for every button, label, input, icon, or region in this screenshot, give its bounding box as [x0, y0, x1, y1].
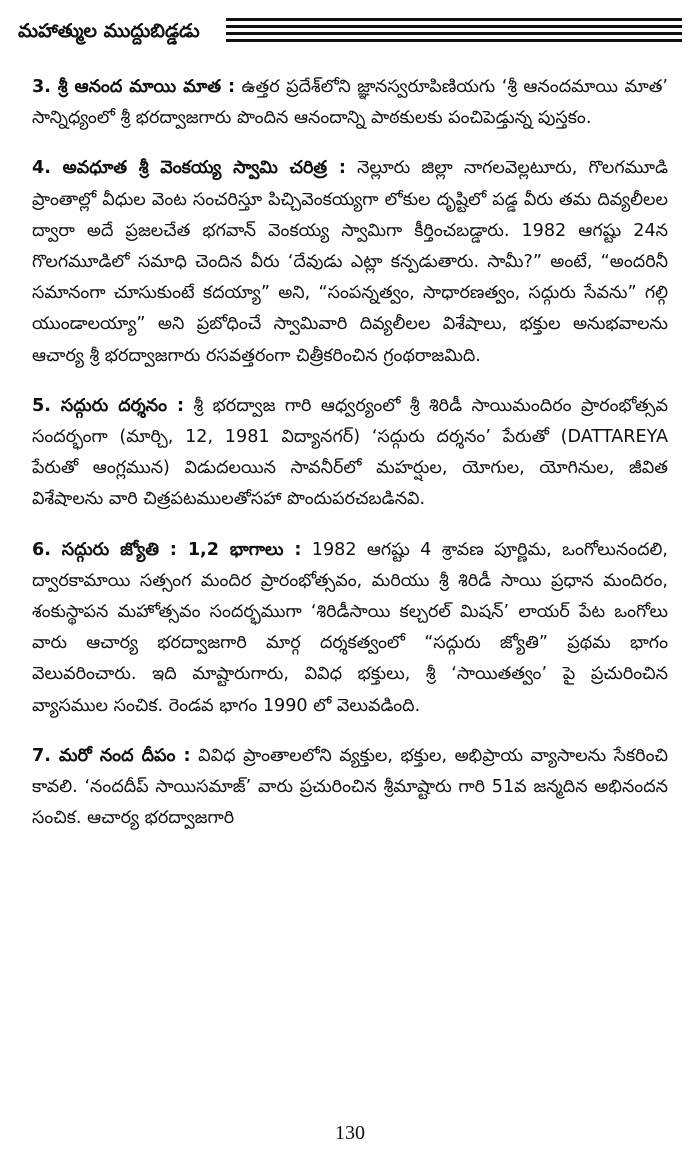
entry-text: శ్రీ భరద్వాజ గారి ఆధ్వర్యంలో శ్రీ శిరిడీ సాయిమందిరం ప్రారంభోత్సవ సందర్భంగా (మార్చి, 12, 1981 విద్యానగర్) ‘సద్గురు దర్శనం’ పేరుతో (DATTAREYA పేరుతో ఆంగ్లమున) విడుదలయిన సావనీర్‌లో మహర్షుల, యోగుల, యోగినుల, జీవిత విశేషాలను వారి చిత్రపటములతోసహా పొందుపరచబడినవి. [32, 395, 669, 510]
entry-7 [32, 741, 668, 835]
header-rule-lines [226, 18, 682, 46]
header-rule-line [226, 18, 682, 21]
entry-5 [32, 391, 668, 516]
entry-heading: 7. మరో నంద దీపం : [32, 745, 191, 766]
entry-text: నెల్లూరు జిల్లా నాగలవెల్లటూరు, గొలగమూడి ప్రాంతాల్లో వీధుల వెంట సంచరిస్తూ పిచ్చివెంకయ్యగా లోకుల దృష్టిలో పడ్డ వీరు తమ దివ్యలీలల ద్వారా అదే ప్రజలచేత భగవాన్ వెంకయ్య స్వామిగా కీర్తించబడ్డారు. 1982 ఆగష్టు 24న గొలగమూడిలో సమాధి చెందిన వీరు ‘దేవుడు ఎట్లా కన్పడుతారు. సామీ?” అంటే, “అందరినీ సమానంగా చూసుకుంటే కదయ్యా” అని, “సంపన్నత్వం, సాధారణత్వం, సద్గురు సేవను” గల్గి యుండాలయ్యా” అని ప్రబోధించే స్వామివారి దివ్యలీలల విశేషాలు, భక్తుల అనుభవాలను ఆచార్య శ్రీ భరద్వాజగారు రసవత్తరంగా చిత్రీకరించిన గ్రంథరాజమిది. [32, 158, 668, 366]
entry-4 [32, 153, 668, 371]
entry-heading: 3. శ్రీ ఆనంద మాయి మాత : [32, 77, 236, 97]
entry-heading: 4. అవధూత శ్రీ వెంకయ్య స్వామి చరిత్ర : [32, 158, 346, 179]
book-title: మహాత్ముల ముద్దుబిడ్డడు [18, 20, 200, 42]
page-body [32, 72, 668, 853]
header-rule-line [226, 39, 682, 42]
entry-6 [32, 535, 668, 722]
page-number: 130 [335, 1122, 365, 1144]
header-rule-line [226, 32, 682, 35]
header-rule-line [226, 25, 682, 28]
entry-3 [32, 72, 668, 134]
entry-text: వివిధ ప్రాంతాలలోని వ్యక్తుల, భక్తుల, అభిప్రాయ వ్యాసాలను సేకరించి కావలి. ‘నందదీప్ సాయిసమాజ్’ వారు ప్రచురించిన శ్రీమాష్టారు గారి 51వ జన్మదిన అభినందన సంచిక. ఆచార్య భరద్వాజగారి [32, 745, 669, 829]
entry-text: ఉత్తర ప్రదేశ్‌లోని జ్ఞానస్వరూపిణియగు ‘శ్రీ ఆనందమాయి మాత’ సాన్నిధ్యంలో శ్రీ భరద్వాజగారు పొందిన ఆనందాన్ని పాఠకులకు పంచిపెడ్తున్న పుస్తకం. [32, 77, 668, 129]
entry-heading: 6. సద్గురు జ్యోతి : 1,2 భాగాలు : [32, 539, 302, 560]
running-header [18, 14, 682, 52]
entry-text: 1982 ఆగష్టు 4 శ్రావణ పూర్ణిమ, ఒంగోలునందలి, ద్వారకామాయి సత్సంగ మందిర ప్రారంభోత్సవం, మరియు శ్రీ శిరిడీ సాయి ప్రధాన మందిరం, శంకుస్థాపన మహోత్సవం సందర్భముగా ‘శిరిడీసాయి కల్చరల్ మిషన్’ లాయర్ పేట ఒంగోలు వారు ఆచార్య భరద్వాజగారి మార్గ దర్శకత్వంలో “సద్గురు జ్యోతి” ప్రథమ భాగం వెలువరించారు. ఇది మాష్టారుగారు, వివిధ భక్తులు, శ్రీ ‘సాయితత్వం’ పై ప్రచురించిన వ్యాసముల సంచిక. రెండవ భాగం 1990 లో వెలువడింది. [32, 539, 668, 716]
entry-heading: 5. సద్గురు దర్శనం : [32, 395, 185, 416]
